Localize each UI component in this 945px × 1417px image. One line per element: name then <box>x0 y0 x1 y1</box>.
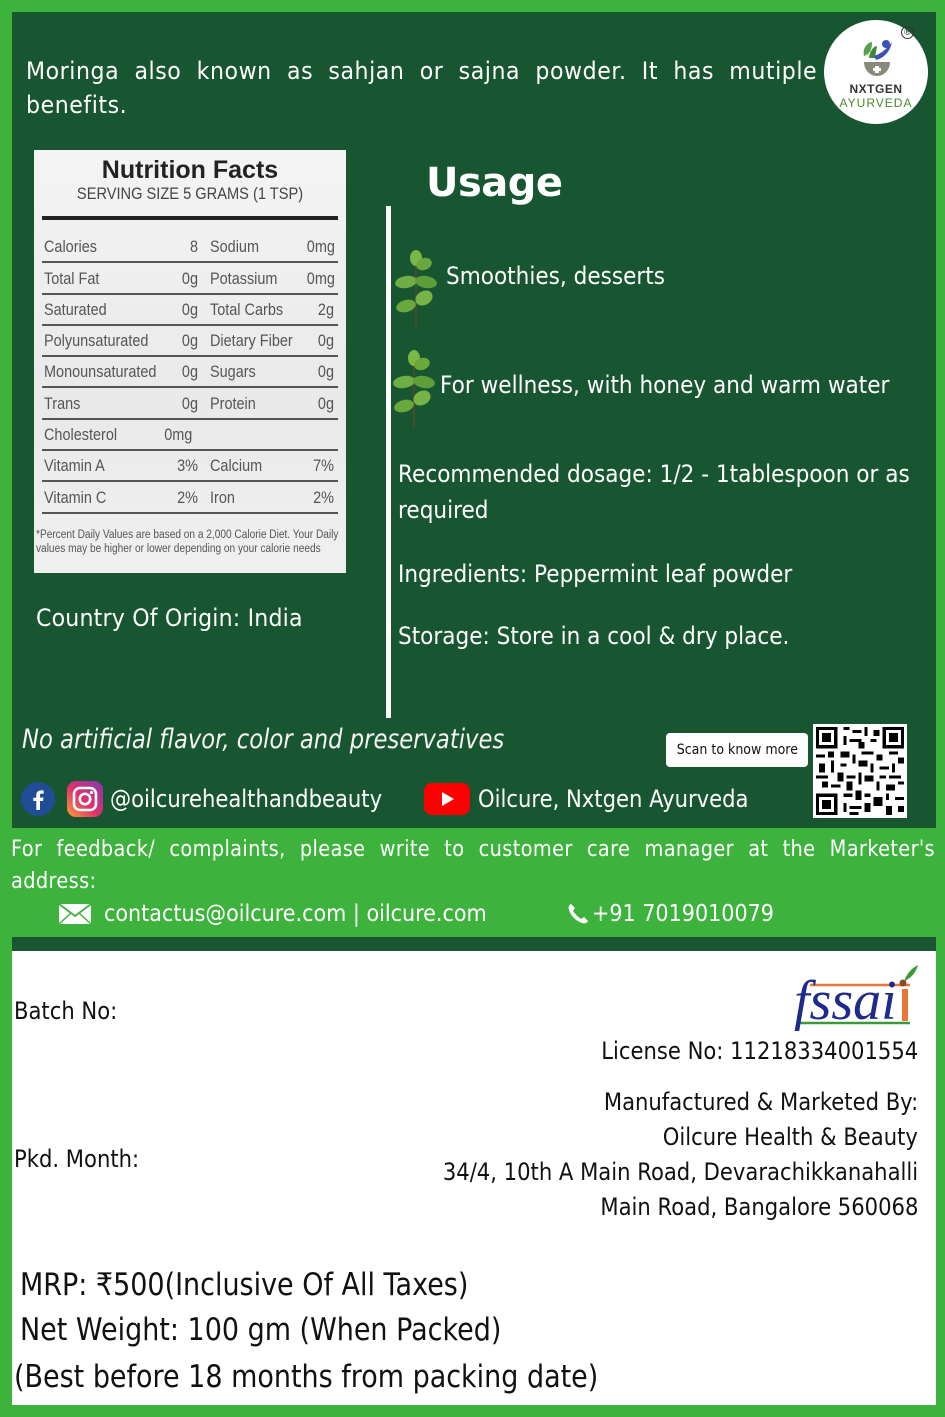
no-artificial-claim: No artificial flavor, color and preservatives <box>22 724 505 755</box>
nutrient-label: Saturated <box>44 299 107 319</box>
serving-size: SERVING SIZE 5 GRAMS (1 TSP) <box>76 184 304 203</box>
nutrient-value: 0g <box>181 362 198 382</box>
nutrient-value: 0mg <box>306 237 335 257</box>
nutrient-label: Iron <box>210 487 235 507</box>
best-before: (Best before 18 months from packing date) <box>14 1359 599 1395</box>
nutrient-label: Calcium <box>210 456 263 476</box>
fssai-logo <box>792 961 922 1031</box>
nutrition-facts-title: Nutrition Facts <box>101 156 279 184</box>
nutrient-label: Total Carbs <box>210 299 284 319</box>
nutrient-value: 0g <box>181 331 198 351</box>
mint-leaf-icon <box>392 348 436 430</box>
manufacturer-name: Oilcure Health & Beauty <box>662 1123 918 1151</box>
nutrient-value: 2% <box>177 487 198 507</box>
contact-row <box>58 896 794 932</box>
label-details-panel <box>12 951 936 1405</box>
column-divider <box>386 206 391 718</box>
nutrient-label: Calories <box>44 237 98 257</box>
address-line-1: 34/4, 10th A Main Road, Devarachikkanahalli <box>442 1158 918 1186</box>
nutrition-row <box>42 451 338 482</box>
facebook-icon[interactable] <box>20 781 56 817</box>
nutrient-value: 0g <box>181 299 198 319</box>
nutrient-label: Trans <box>44 393 81 413</box>
nutrient-value: 8 <box>189 237 198 257</box>
nutrient-value: 2g <box>317 299 334 319</box>
scan-label: Scan to know more <box>676 742 798 758</box>
nutrient-value: 3% <box>177 456 198 476</box>
intro-text: Moringa also known as sahjan or sajna powder. It has mutiple benefits. <box>26 57 818 119</box>
nutrient-label: Sodium <box>210 237 259 257</box>
social-links <box>20 782 785 816</box>
envelope-icon <box>58 903 92 925</box>
email-and-website[interactable]: contactus@oilcure.com | oilcure.com <box>104 901 487 927</box>
nutrient-value: 0g <box>181 268 198 288</box>
nutrition-row <box>42 420 338 451</box>
nutrition-row <box>42 357 338 388</box>
product-info-panel <box>12 12 936 828</box>
nutrition-row <box>42 388 338 419</box>
nutrition-divider <box>42 216 338 220</box>
usage-title: Usage <box>426 160 563 206</box>
country-of-origin: Country Of Origin: India <box>36 604 303 632</box>
nutrient-value: 0mg <box>306 268 335 288</box>
mrp-price: MRP: ₹500(Inclusive Of All Taxes) <box>20 1267 469 1303</box>
nutrient-value: 0g <box>181 393 198 413</box>
instagram-handle[interactable]: @oilcurehealthandbeauty <box>110 785 383 813</box>
nutrition-row <box>42 326 338 357</box>
nutrient-label: Vitamin C <box>44 487 107 507</box>
storage-instructions: Storage: Store in a cool & dry place. <box>398 622 790 650</box>
recommended-dosage: Recommended dosage: 1/2 - 1tablespoon or as required <box>398 460 910 524</box>
nutrient-label: Vitamin A <box>44 456 105 476</box>
youtube-icon[interactable] <box>424 783 470 815</box>
qr-code-icon[interactable] <box>813 724 907 818</box>
batch-number: Batch No: <box>14 997 118 1025</box>
feedback-text: For feedback/ complaints, please write to customer care manager at the Marketer's address: <box>11 837 935 894</box>
instagram-icon[interactable] <box>66 780 104 818</box>
nutrient-label: Cholesterol <box>44 425 118 445</box>
registered-mark: ® <box>901 26 914 39</box>
scan-to-know-more-button[interactable] <box>666 733 808 767</box>
nutrition-footnote: *Percent Daily Values are based on a 2,000 Calorie Diet. Your Daily values may be higher or lower depending on your calorie needs <box>36 528 339 555</box>
net-weight: Net Weight: 100 gm (When Packed) <box>20 1312 502 1348</box>
nxtgen-ayurveda-logo-icon <box>860 38 894 78</box>
brand-logo <box>824 20 928 124</box>
logo-text-nxtgen: NXTGEN <box>849 82 903 96</box>
nutrient-value: 0g <box>317 362 334 382</box>
svg-text:fssai: fssai <box>794 970 897 1031</box>
nutrient-value: 0g <box>317 393 334 413</box>
nutrient-label: Total Fat <box>44 268 100 288</box>
nutrient-label: Protein <box>210 393 256 413</box>
address-line-2: Main Road, Bangalore 560068 <box>599 1193 918 1221</box>
nutrition-rows <box>42 232 338 514</box>
phone-icon <box>566 902 590 926</box>
nutrient-label: Monounsaturated <box>44 362 157 382</box>
license-number: License No: 11218334001554 <box>600 1037 918 1065</box>
ingredients: Ingredients: Peppermint leaf powder <box>398 560 793 588</box>
nutrition-row <box>42 232 338 263</box>
nutrition-row <box>42 295 338 326</box>
nutrient-value: 2% <box>313 487 334 507</box>
usage-item: Smoothies, desserts <box>446 262 666 290</box>
youtube-channel[interactable]: Oilcure, Nxtgen Ayurveda <box>478 785 749 813</box>
nutrient-label: Sugars <box>210 362 256 382</box>
nutrition-row <box>42 482 338 513</box>
nutrient-value: 0g <box>317 331 334 351</box>
manufacturer-heading: Manufactured & Marketed By: <box>603 1088 918 1116</box>
nutrition-facts-label <box>34 150 346 573</box>
nutrient-label: Dietary Fiber <box>210 331 293 351</box>
phone-number[interactable]: +91 7019010079 <box>592 901 774 927</box>
nutrition-row <box>42 263 338 294</box>
mint-leaf-icon <box>394 248 438 330</box>
nutrient-label: Polyunsaturated <box>44 331 149 351</box>
logo-text-ayurveda: AYURVEDA <box>839 96 913 110</box>
usage-item: For wellness, with honey and warm water <box>440 371 890 399</box>
nutrient-value: 7% <box>313 456 334 476</box>
packed-month: Pkd. Month: <box>14 1145 140 1173</box>
section-divider <box>12 937 936 951</box>
nutrient-label: Potassium <box>210 268 278 288</box>
nutrient-value: 0mg <box>164 425 193 445</box>
